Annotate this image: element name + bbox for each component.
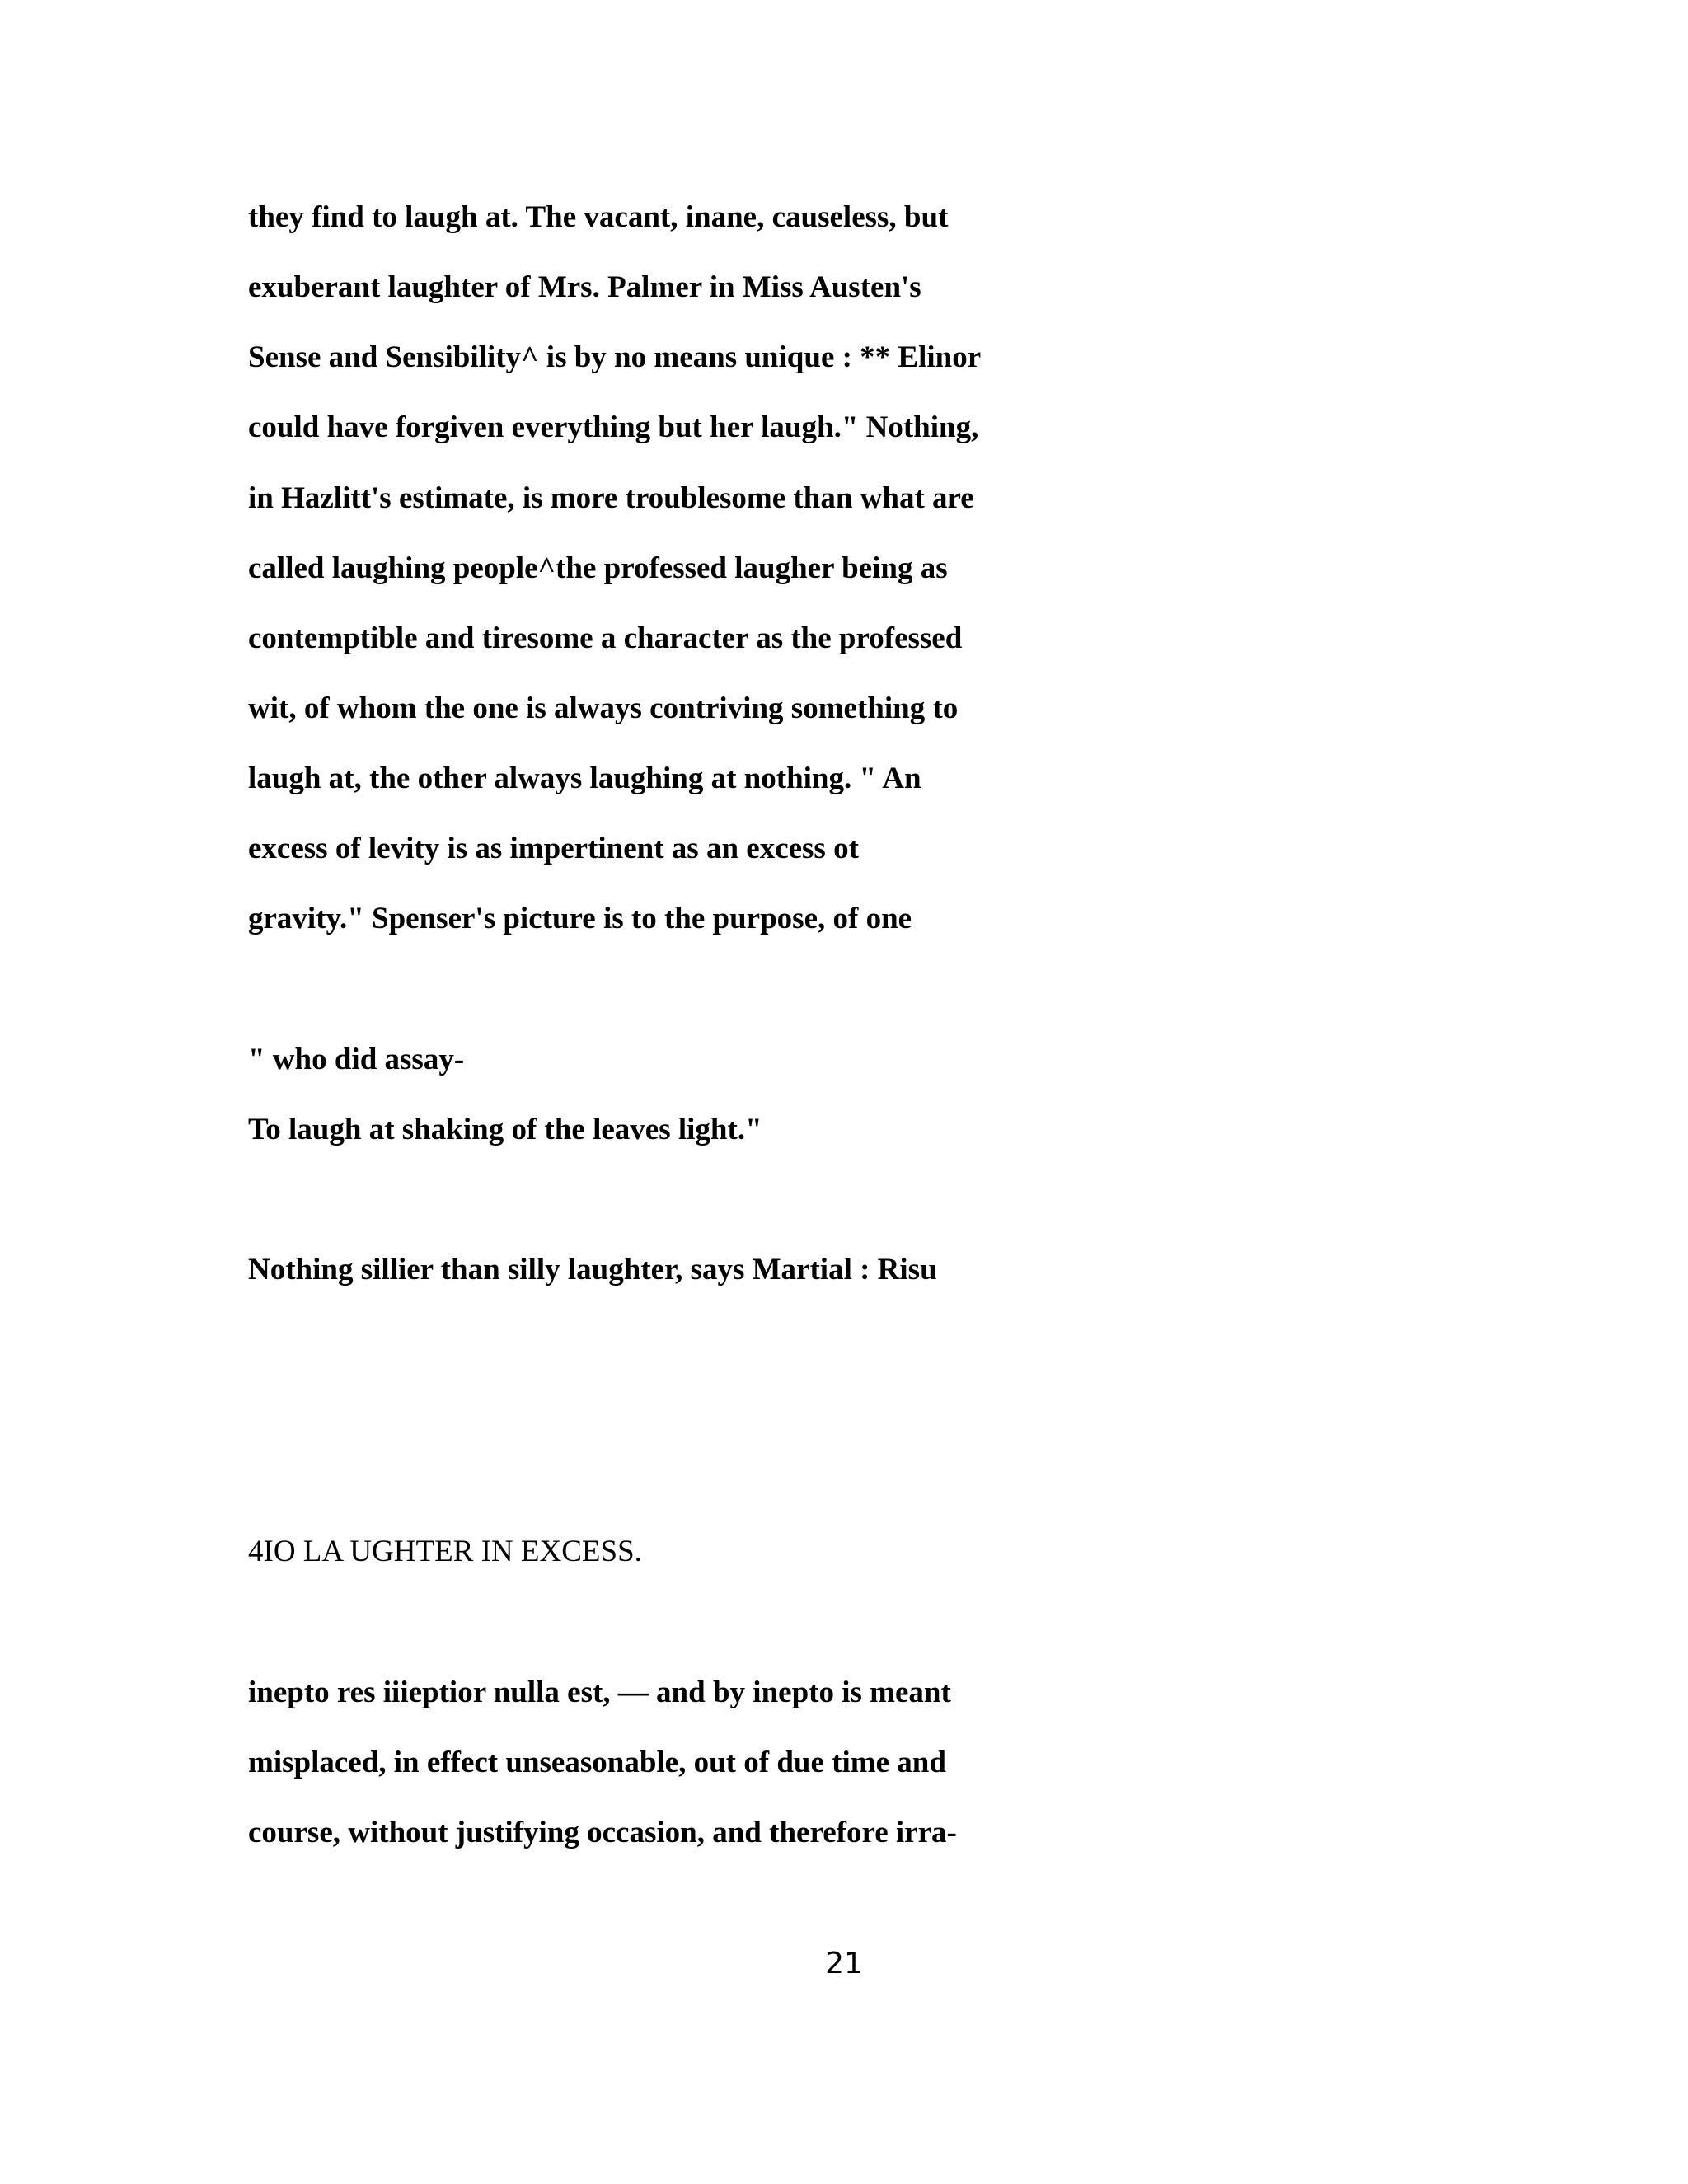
paragraph-1-line-8: wit, of whom the one is always contriving something to [248, 691, 959, 725]
paragraph-1-line-1: they find to laugh at. The vacant, inane, causeless, but [248, 200, 949, 234]
paragraph-1-line-5: in Hazlitt's estimate, is more troublesome than what are [248, 481, 974, 515]
paragraph-3-line-3: course, without justifying occasion, and therefore irra- [248, 1816, 957, 1849]
running-header: 4IO LA UGHTER IN EXCESS. [248, 1535, 642, 1568]
paragraph-3-line-1: inepto res iiieptior nulla est, — and by inepto is meant [248, 1675, 951, 1709]
paragraph-1-line-7: contemptible and tiresome a character as the professed [248, 621, 963, 655]
quote-line-2: To laugh at shaking of the leaves light." [248, 1113, 762, 1146]
paragraph-2-line-1: Nothing sillier than silly laughter, says Martial : Risu [248, 1253, 937, 1286]
paragraph-1-line-11: gravity." Spenser's picture is to the purpose, of one [248, 902, 912, 935]
paragraph-1-line-10: excess of levity is as impertinent as an excess ot [248, 832, 859, 865]
paragraph-1-line-2: exuberant laughter of Mrs. Palmer in Miss Austen's [248, 270, 921, 304]
paragraph-1-line-4: could have forgiven everything but her laugh." Nothing, [248, 410, 979, 444]
quote-line-1: " who did assay- [248, 1043, 465, 1076]
paragraph-1-line-9: laugh at, the other always laughing at nothing. " An [248, 762, 921, 795]
paragraph-1-line-6: called laughing people^the professed laugher being as [248, 551, 948, 585]
paragraph-3-line-2: misplaced, in effect unseasonable, out of due time and [248, 1746, 946, 1779]
page-number: 21 [825, 1947, 863, 1980]
paragraph-1-line-3: Sense and Sensibility^ is by no means unique : ** Elinor [248, 340, 982, 374]
